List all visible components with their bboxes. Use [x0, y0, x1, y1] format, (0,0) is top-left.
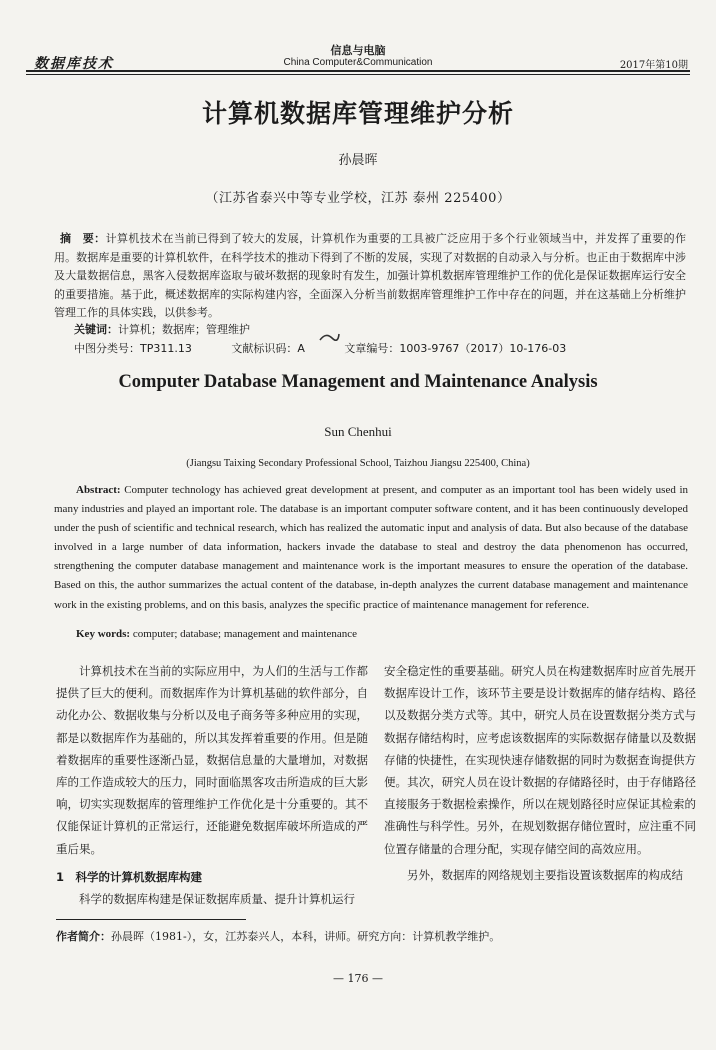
page-number: — 176 — [333, 972, 383, 985]
journal-name-cn: 信息与电脑 [330, 44, 386, 57]
abstract-en-label: Abstract: [76, 484, 121, 496]
body-column-left [56, 660, 368, 910]
right-paragraph-1: 安全稳定性的重要基础。研究人员在构建数据库时应首先展开数据库设计工作，该环节主要是设计数据库的储存结构、路径以及数据分类方式等。其中，研究人员在设置数据分类方式与数据存储结构时，应考虑该数据库的实际数据存储量以及数据存储的快捷性，在实现快速存储数据的同时为数据查询提供方便。其次，研究人员在设计数据的存储路径时，由于存储路径直接服务于数据检索操作，所以在规划路径时应保证其检索的准确性与科学性。另外，在规划数据存储位置时，应注重不同位置存储量的合理分配，实现存储空间的高效应用。 [384, 664, 696, 856]
abstract-cn-label: 摘 要： [60, 232, 106, 245]
section-1-paragraph: 科学的数据库构建是保证数据库质量、提升计算机运行 [79, 892, 355, 907]
column-label: 数据库技术 [34, 56, 114, 72]
keywords-cn-label: 关键词： [74, 323, 118, 336]
body-column-right [384, 660, 696, 886]
keywords-cn [74, 321, 250, 337]
author-en: Sun Chenhui [324, 424, 392, 439]
author-cn: 孙晨晖 [338, 153, 378, 168]
article-number: 文章编号：1003-9767（2017）10-176-03 [344, 342, 567, 355]
author-note-text: 孙晨晖（1981-），女，江苏泰兴人，本科，讲师。研究方向：计算机教学维护。 [111, 930, 501, 943]
abstract-cn-text: 计算机技术在当前已得到了较大的发展，计算机作为重要的工具被广泛应用于多个行业领域当中，并发挥了重要的作用。数据库是重要的计算机软件，在科学技术的推动下得到了不断的发展，实现了对数据的自动录入与分析。也正由于数据库中涉及大量数据信息，黑客入侵数据库盗取与破坏数据的现象时有发生，加强计算机数据库管理维护工作的优化是保证数据库运行安全的重要措施。基于此，概述数据库的实际构建内容，全面深入分析当前数据库管理维护工作中存在的问题，并在这基础上分析维护管理工作的具体实践，以供参考。 [54, 232, 687, 320]
keywords-cn-text: 计算机；数据库；管理维护 [118, 323, 250, 336]
affiliation-cn: （江苏省泰兴中等专业学校，江苏 泰州 225400） [205, 191, 511, 206]
header-rule-thin [26, 74, 690, 75]
abstract-en-text: Computer technology has achieved great development at present, and computer as an important tool has been widely used in many industries and played an important role. The database is an important computer software content, and it has been continuously developed under the push of scientific and technical research, which has realized the automatic input and analysis of data. But also because of the database involved in a large number of data information, hackers invade the database to steal and destroy the data phenomenon has occurred, strengthening the computer database management and maintenance work is the important measures to ensure the operation of the database. Based on this, the author summarizes the actual content of the database, in-depth analyzes the current database management and maintenance work in the existing problems, and on this basis, analyzes the specific practice of maintenance management for reference. [54, 484, 688, 611]
clc-number: 中图分类号：TP311.13 [74, 342, 192, 355]
affiliation-en: (Jiangsu Taixing Secondary Professional School, Taizhou Jiangsu 225400, China) [186, 458, 530, 469]
keywords-en [76, 628, 357, 640]
abstract-en [54, 481, 688, 615]
ink-mark [318, 330, 340, 344]
header-rule [26, 70, 690, 72]
title-en: Computer Database Management and Maintenance Analysis [118, 372, 598, 392]
author-note [56, 928, 686, 944]
intro-paragraph: 计算机技术在当前的实际应用中，为人们的生活与工作都提供了巨大的便利。而数据库作为计算机基础的软件部分，自动化办公、数据收集与分析以及电子商务等多种应用的实现，都是以数据库作为基础的，所以其发挥着重要的作用。但是随着数据库的重要性逐渐凸显，数据信息量的大量增加，对数据库的工作造成较大的压力，同时面临黑客攻击所造成的巨大影响，切实实现数据库的管理维护工作优化是十分重要的。其不仅能保证计算机的正常运行，还能避免数据库破坏所造成的严重后果。 [56, 664, 368, 856]
abstract-cn [54, 230, 686, 323]
title-cn: 计算机数据库管理维护分析 [201, 99, 514, 128]
section-1-heading: 1 科学的计算机数据库构建 [56, 869, 203, 884]
journal-masthead [0, 44, 716, 69]
keywords-en-text: computer; database; management and maintenance [130, 628, 358, 640]
keywords-en-label: Key words: [76, 628, 131, 640]
document-code: 文献标识码：A [231, 342, 305, 355]
right-paragraph-2: 另外，数据库的网络规划主要指设置该数据库的构成结 [407, 867, 683, 882]
journal-name-en: China Computer&Communication [283, 57, 433, 68]
footnote-rule [56, 919, 246, 920]
author-note-label: 作者简介： [56, 930, 111, 943]
issue-label: 2017年第10期 [619, 60, 688, 71]
